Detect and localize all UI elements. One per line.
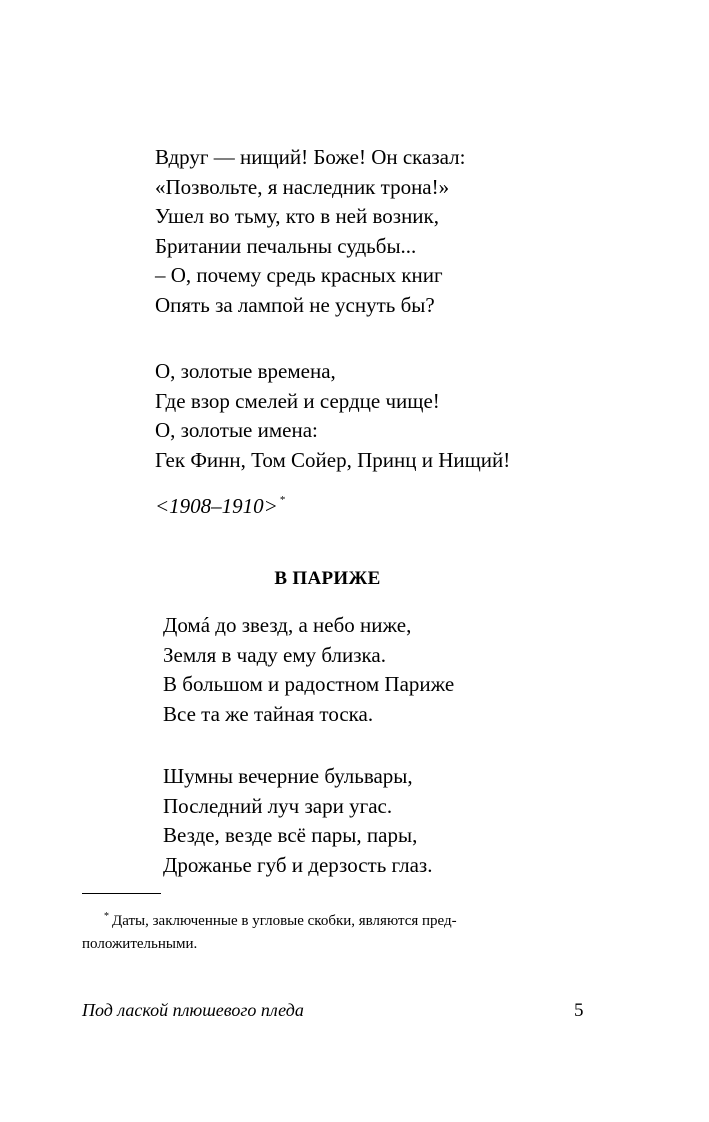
verse-line: Последний луч зари угас. — [163, 793, 393, 818]
poem-title — [0, 568, 709, 590]
verse-line: Ушел во тьму, кто в ней возник, — [155, 204, 439, 229]
verse-line: О, золотые имена: — [155, 418, 318, 443]
verse-line: Где взор смелей и сердце чище! — [155, 388, 440, 413]
verse-line: Британии печальны судьбы... — [155, 233, 417, 258]
poem-2-stanza-1 — [163, 611, 454, 729]
verse-line: Домá до звезд, а небо ниже, — [163, 613, 412, 637]
poem-2-stanza-2 — [163, 762, 432, 880]
footnote-line-2: положительными. — [82, 936, 198, 952]
verse-line: Опять за лампой не уснуть бы? — [155, 292, 435, 317]
verse-line: Все та же тайная тоска. — [163, 701, 374, 726]
verse-line: О, золотые времена, — [155, 359, 336, 383]
page-number: 5 — [574, 1000, 584, 1021]
poem-date-text: <1908–1910> — [155, 494, 278, 518]
verse-line: Земля в чаду ему близка. — [163, 642, 386, 667]
verse-line: Дрожанье губ и дерзость глаз. — [163, 852, 433, 877]
poem-title-text: В ПАРИЖЕ — [274, 568, 381, 589]
verse-line: Гек Финн, Том Сойер, Принц и Нищий! — [155, 447, 511, 472]
footnote-line-1 — [82, 905, 587, 933]
poem-1-stanza-1 — [155, 143, 466, 321]
footnote-divider — [82, 893, 161, 894]
verse-line: Шумны вечерние бульвары, — [163, 764, 413, 788]
footnote-marker: * — [104, 911, 109, 922]
verse-line: «Позвольте, я наследник трона!» — [155, 174, 450, 199]
verse-line: Вдруг — нищий! Боже! Он сказал: — [155, 145, 466, 169]
footnote-text-1: Даты, заключенные в угловые скобки, являются пред- — [112, 913, 457, 929]
footnote-reference-marker: * — [279, 494, 286, 506]
verse-line: – О, почему средь красных книг — [155, 263, 443, 288]
verse-line: Везде, везде всё пары, пары, — [163, 823, 418, 848]
running-footer-title: Под лаской плюшевого пледа — [82, 1000, 304, 1020]
poem-1-stanza-2 — [155, 357, 510, 475]
verse-line: В большом и радостном Париже — [163, 672, 455, 697]
poem-date — [155, 494, 285, 519]
footnote — [82, 905, 587, 956]
